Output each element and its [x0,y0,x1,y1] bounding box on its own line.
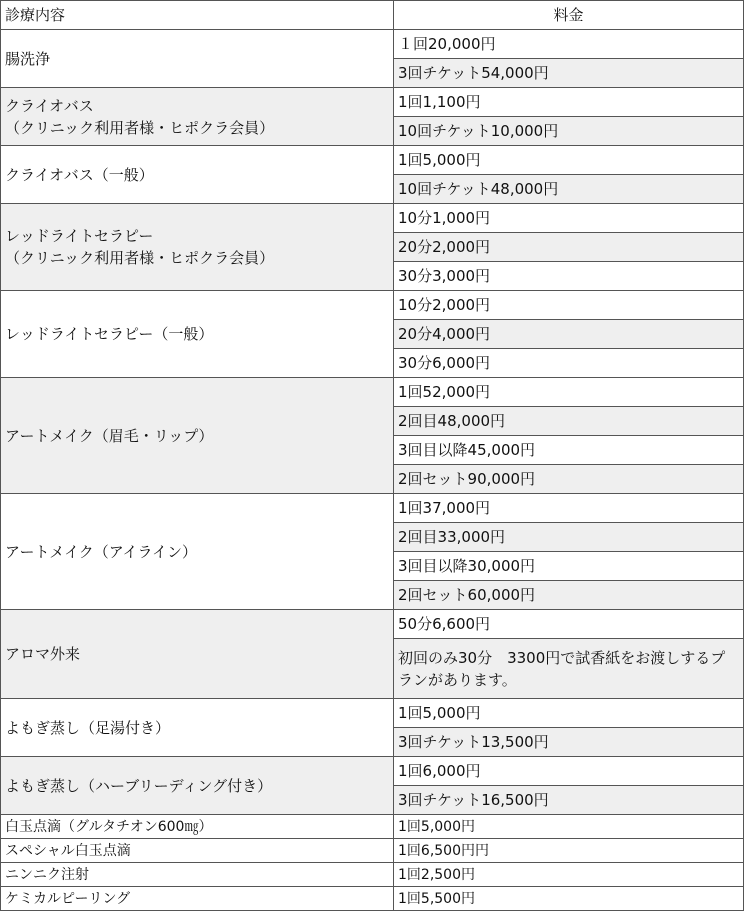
treatment-cell: スペシャル白玉点滴 [1,839,394,863]
treatment-cell: レッドライトセラピー（一般） [1,291,394,378]
fee-cell: 1回5,500円 [394,887,744,911]
table-row [1,291,744,320]
fee-cell: 1回37,000円 [394,494,744,523]
fee-cell: 1回2,500円 [394,863,744,887]
fee-cell: 3回目以降30,000円 [394,552,744,581]
treatment-cell: 腸洗浄 [1,30,394,88]
table-row [1,146,744,175]
fee-cell: 1回52,000円 [394,378,744,407]
fee-cell: 1回5,000円 [394,815,744,839]
fee-cell: 50分6,600円 [394,610,744,639]
header-fee: 料金 [394,1,744,30]
fee-cell: 3回チケット13,500円 [394,728,744,757]
table-row [1,887,744,911]
table-row [1,30,744,59]
fee-cell: 初回のみ30分 3300円で試香紙をお渡しするプランがあります。 [394,639,744,699]
fee-cell: １回20,000円 [394,30,744,59]
treatment-cell: アロマ外来 [1,610,394,699]
fee-cell: 2回目48,000円 [394,407,744,436]
table-body [1,30,744,911]
table-row [1,699,744,728]
table-row [1,494,744,523]
fee-cell: 1回6,000円 [394,757,744,786]
header-treatment: 診療内容 [1,1,394,30]
fee-cell: 10分2,000円 [394,291,744,320]
fee-cell: 3回チケット16,500円 [394,786,744,815]
treatment-cell: よもぎ蒸し（足湯付き） [1,699,394,757]
treatment-cell: ケミカルピーリング [1,887,394,911]
fee-cell: 1回1,100円 [394,88,744,117]
fee-cell: 10分1,000円 [394,204,744,233]
table-row [1,839,744,863]
treatment-cell: アートメイク（眉毛・リップ） [1,378,394,494]
fee-cell: 30分3,000円 [394,262,744,291]
fee-cell: 20分2,000円 [394,233,744,262]
fee-cell: 10回チケット10,000円 [394,117,744,146]
table-row [1,815,744,839]
treatment-cell: よもぎ蒸し（ハーブリーディング付き） [1,757,394,815]
table-row [1,863,744,887]
fee-cell: 2回セット90,000円 [394,465,744,494]
fee-cell: 1回5,000円 [394,146,744,175]
fee-cell: 2回セット60,000円 [394,581,744,610]
fee-cell: 30分6,000円 [394,349,744,378]
fee-cell: 3回目以降45,000円 [394,436,744,465]
table-row [1,88,744,117]
treatment-cell: クライオバス（一般） [1,146,394,204]
fee-cell: 3回チケット54,000円 [394,59,744,88]
table-row [1,757,744,786]
fee-cell: 10回チケット48,000円 [394,175,744,204]
treatment-cell: クライオバス （クリニック利用者様・ヒポクラ会員） [1,88,394,146]
treatment-cell: レッドライトセラピー （クリニック利用者様・ヒポクラ会員） [1,204,394,291]
fee-cell: 2回目33,000円 [394,523,744,552]
fee-cell: 20分4,000円 [394,320,744,349]
treatment-cell: 白玉点滴（グルタチオン600㎎） [1,815,394,839]
treatment-cell: アートメイク（アイライン） [1,494,394,610]
treatment-cell: ニンニク注射 [1,863,394,887]
table-row [1,610,744,639]
table-row [1,204,744,233]
fee-cell: 1回5,000円 [394,699,744,728]
fee-cell: 1回6,500円円 [394,839,744,863]
table-header-row [1,1,744,30]
table-row [1,378,744,407]
